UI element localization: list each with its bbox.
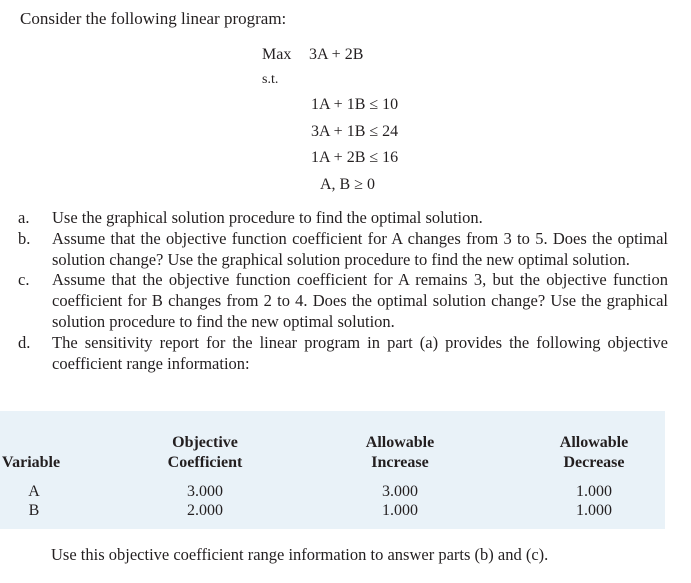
question-text: The sensitivity report for the linear program in part (a) provides the following objective coefficient range information:: [52, 332, 668, 373]
question-letter: d.: [18, 332, 31, 352]
subject-to-label: s.t.: [262, 72, 279, 87]
table-cell-decrease: 1.000: [576, 502, 612, 519]
header-line: Objective: [172, 434, 238, 451]
question-c: [18, 270, 668, 332]
table-footnote: Use this objective coefficient range information to answer parts (b) and (c).: [51, 545, 549, 564]
question-text: Assume that the objective function coefficient for A changes from 3 to 5. Does the optimal solution change? Use the graphical solution procedure to find the new optimal solution.: [52, 228, 668, 269]
header-line: Coefficient: [167, 454, 243, 471]
question-letter: b.: [18, 228, 31, 248]
question-text: Assume that the objective function coefficient for A remains 3, but the objective function coefficient for B changes from 2 to 4. Does the optimal solution change? Use the graphical solution procedure to find the new optimal solution.: [52, 270, 668, 331]
header-allowable-decrease: [539, 433, 649, 473]
nonnegativity-constraint: A, B ≥ 0: [320, 176, 376, 193]
question-list: [18, 208, 668, 374]
question-d: [18, 333, 668, 375]
constraint-3: 1A + 2B ≤ 16: [311, 149, 399, 166]
question-letter: a.: [18, 208, 30, 227]
table-cell-increase: 1.000: [382, 502, 418, 519]
header-objective-coefficient: [150, 433, 260, 473]
problem-intro: Consider the following linear program:: [20, 9, 287, 28]
table-cell-increase: 3.000: [382, 483, 418, 500]
objective-row: [262, 46, 363, 64]
sensitivity-table: [0, 411, 665, 529]
table-cell-coefficient: 2.000: [187, 502, 223, 519]
header-line: Allowable: [559, 434, 629, 451]
objective-function: 3A + 2B: [309, 46, 364, 63]
header-allowable-increase: [345, 433, 455, 473]
table-cell-decrease: 1.000: [576, 483, 612, 500]
table-cell-coefficient: 3.000: [187, 483, 223, 500]
objective-label: Max: [262, 46, 292, 63]
header-line: Increase: [371, 454, 429, 471]
question-text: Use the graphical solution procedure to find the optimal solution.: [52, 208, 483, 227]
header-line: Decrease: [563, 454, 625, 471]
table-cell-variable: B: [28, 502, 40, 519]
question-b: [18, 229, 668, 271]
question-a: [18, 208, 668, 229]
table-cell-variable: A: [28, 483, 40, 500]
constraint-2: 3A + 1B ≤ 24: [311, 123, 399, 140]
question-letter: c.: [18, 270, 30, 290]
constraint-1: 1A + 1B ≤ 10: [311, 96, 399, 113]
header-variable: Variable: [2, 454, 61, 471]
header-line: Allowable: [365, 434, 435, 451]
